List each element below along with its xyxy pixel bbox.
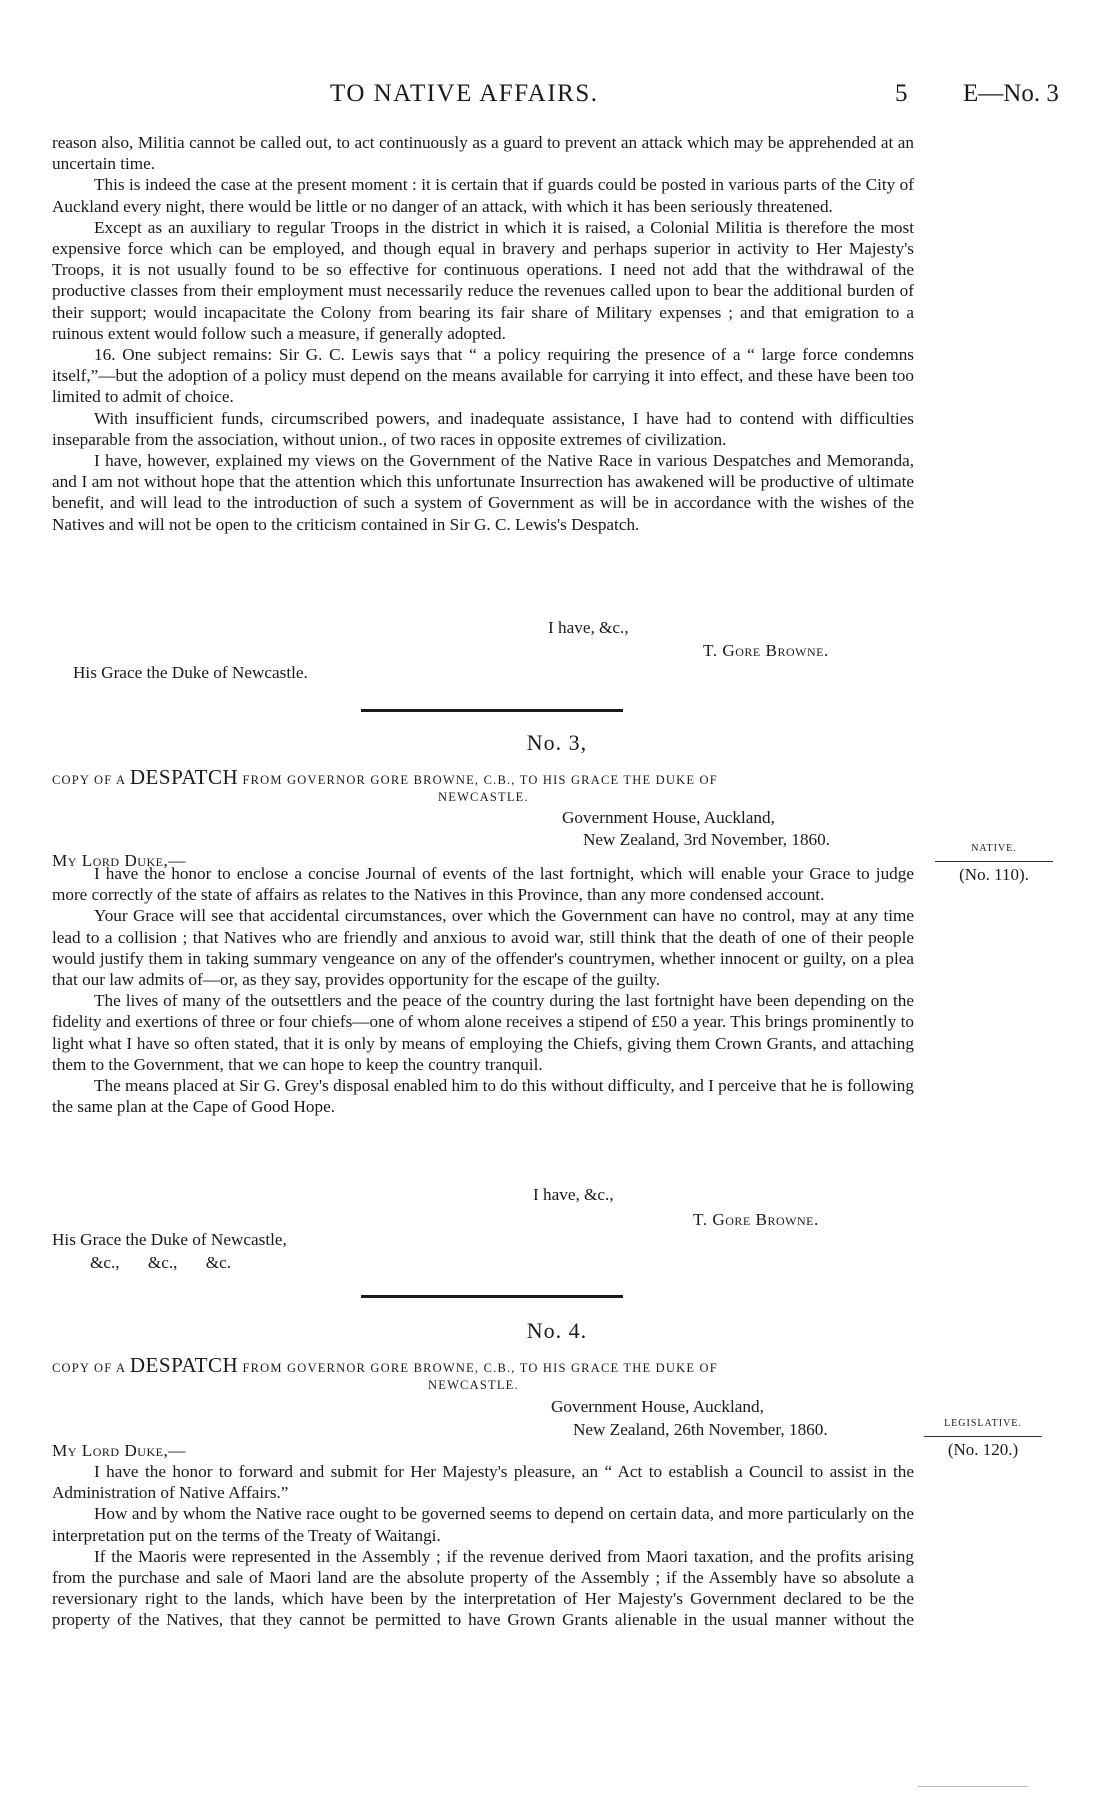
paragraph: If the Maoris were represented in the Assembly ; if the revenue derived from Maori taxation, and the profits arising from the purchase and sale of Maori land are the absolute property of the Assembly ; if the Assembly have so absolute a reversionary right to the lands, which have been by the interpretation of Her Majesty's Government declared to be the property of the Natives, that they cannot be permitted to have Grown Grants alienable in the usual manner without the (52, 1546, 914, 1630)
despatch-4-body (52, 1461, 914, 1631)
despatch-description (52, 1355, 914, 1378)
continuation-body (52, 132, 914, 535)
paragraph: This is indeed the case at the present moment : it is certain that if guards could be posted in various parts of the City of Auckland every night, there would be little or no danger of an attack, with which it has been seriously threatened. (52, 175, 914, 216)
margin-number: (No. 120.) (947, 1440, 1019, 1459)
paragraph: I have the honor to enclose a concise Journal of events of the last fortnight, which will enable your Grace to judge more correctly of the state of affairs as relates to the Natives in this Province, than any more condensed account. (52, 864, 914, 905)
despatch-place: Government House, Auckland, (551, 1397, 764, 1416)
addressee: His Grace the Duke of Newcastle, (52, 1230, 287, 1249)
margin-number: (No. 110). (959, 865, 1029, 884)
paragraph: I have, however, explained my views on the Government of the Native Race in various Despatches and Memoranda, and I am not without hope that the attention which this unfortunate Insurrection has awakened will be productive of ultimate benefit, and will lead to the introduction of such a system of Government as will be in accordance with the wishes of the Natives and will not be open to the criticism contained in Sir G. C. Lewis's Despatch. (52, 451, 914, 534)
salutation: My Lord Duke,— (52, 851, 186, 870)
page-end-rule (918, 1786, 1028, 1787)
sign-off: I have, &c., (533, 1185, 614, 1204)
section-divider (361, 1295, 623, 1298)
despatch-3-body (52, 863, 914, 1117)
sign-off: I have, &c., (548, 618, 629, 637)
section-divider (361, 709, 623, 712)
margin-rule (935, 861, 1053, 862)
addressee-etc: &c., &c., &c. (90, 1253, 232, 1272)
despatch-description (52, 767, 914, 790)
desc-prefix: COPY OF A (52, 1361, 126, 1375)
salutation: My Lord Duke,— (52, 1441, 186, 1460)
paragraph: The lives of many of the outsettlers and the peace of the country during the last fortnight have been depending on the fidelity and exertions of three or four chiefs—one of whom alone receives a stipend of £50 a year. This brings prominently to light what I have so often stated, that it is only by means of employing the Chiefs, giving them Crown Grants, and attaching them to the Government, that we can hope to keep the country tranquil. (52, 991, 914, 1074)
signature: T. Gore Browne. (703, 641, 829, 660)
paragraph: Except as an auxiliary to regular Troops in the district in which it is raised, a Colonial Militia is therefore the most expensive force which can be employed, and though equal in bravery and perhaps superior in activity to Her Majesty's Troops, it is not usually found to be so effective for continuous operations. I need not add that the withdrawal of the productive classes from their employment must necessarily reduce the revenues called upon to bear the additional burden of their support; would incapacitate the Colony from bearing its fair share of Military expenses ; and that emigration to a ruinous extent would follow such a measure, if generally adopted. (52, 217, 914, 343)
desc-word: DESPATCH (129, 1353, 239, 1377)
despatch-place: Government House, Auckland, (562, 808, 775, 827)
despatch-description-line2: NEWCASTLE. (428, 1378, 519, 1392)
paragraph: How and by whom the Native race ought to be governed seems to depend on certain data, and more particularly on the interpretation put on the terms of the Treaty of Waitangi. (52, 1504, 914, 1545)
paragraph: 16. One subject remains: Sir G. C. Lewis says that “ a policy requiring the presence of a “ large force condemns itself,”—but the adoption of a policy must depend on the means available for carrying it into effect, and these have been too limited to admit of choice. (52, 345, 914, 407)
margin-category: LEGISLATIVE. (944, 1418, 1022, 1429)
paragraph: The means placed at Sir G. Grey's disposal enabled him to do this without difficulty, and I perceive that he is following the same plan at the Cape of Good Hope. (52, 1076, 914, 1117)
despatch-date: New Zealand, 26th November, 1860. (573, 1420, 828, 1439)
desc-rest: FROM GOVERNOR GORE BROWNE, C.B., TO HIS GRACE THE DUKE OF (242, 1361, 718, 1375)
running-header-title: TO NATIVE AFFAIRS. (330, 80, 599, 107)
desc-rest: FROM GOVERNOR GORE BROWNE, C.B., TO HIS GRACE THE DUKE OF (242, 773, 718, 787)
paragraph: With insufficient funds, circumscribed powers, and inadequate assistance, I have had to contend with difficulties inseparable from the association, without union., of two races in opposite extremes of civilization. (52, 408, 914, 449)
despatch-number: No. 3, (526, 730, 588, 755)
paragraph: reason also, Militia cannot be called out, to act continuously as a guard to prevent an attack which may be apprehended at an uncertain time. (52, 133, 914, 174)
desc-word: DESPATCH (129, 765, 239, 789)
desc-prefix: COPY OF A (52, 773, 126, 787)
despatch-description-line2: NEWCASTLE. (438, 790, 529, 804)
paragraph: I have the honor to forward and submit for Her Majesty's pleasure, an “ Act to establish a Council to assist in the Administration of Native Affairs.” (52, 1462, 914, 1503)
paper-reference: E—No. 3 (963, 80, 1059, 107)
margin-rule (924, 1436, 1042, 1437)
despatch-date: New Zealand, 3rd November, 1860. (583, 830, 831, 849)
signature: T. Gore Browne. (693, 1210, 819, 1229)
addressee: His Grace the Duke of Newcastle. (73, 663, 308, 682)
page-number: 5 (895, 80, 908, 107)
despatch-number: No. 4. (526, 1318, 588, 1343)
margin-category: NATIVE. (971, 843, 1017, 854)
paragraph: Your Grace will see that accidental circumstances, over which the Government can have no control, may at any time lead to a collision ; that Natives who are friendly and anxious to avoid war, still think that the death of one of their people would justify them in taking summary vengeance on any of the offender's countrymen, whether innocent or guilty, on a plea that our law admits of—or, as they say, provides opportunity for the escape of the guilty. (52, 906, 914, 990)
